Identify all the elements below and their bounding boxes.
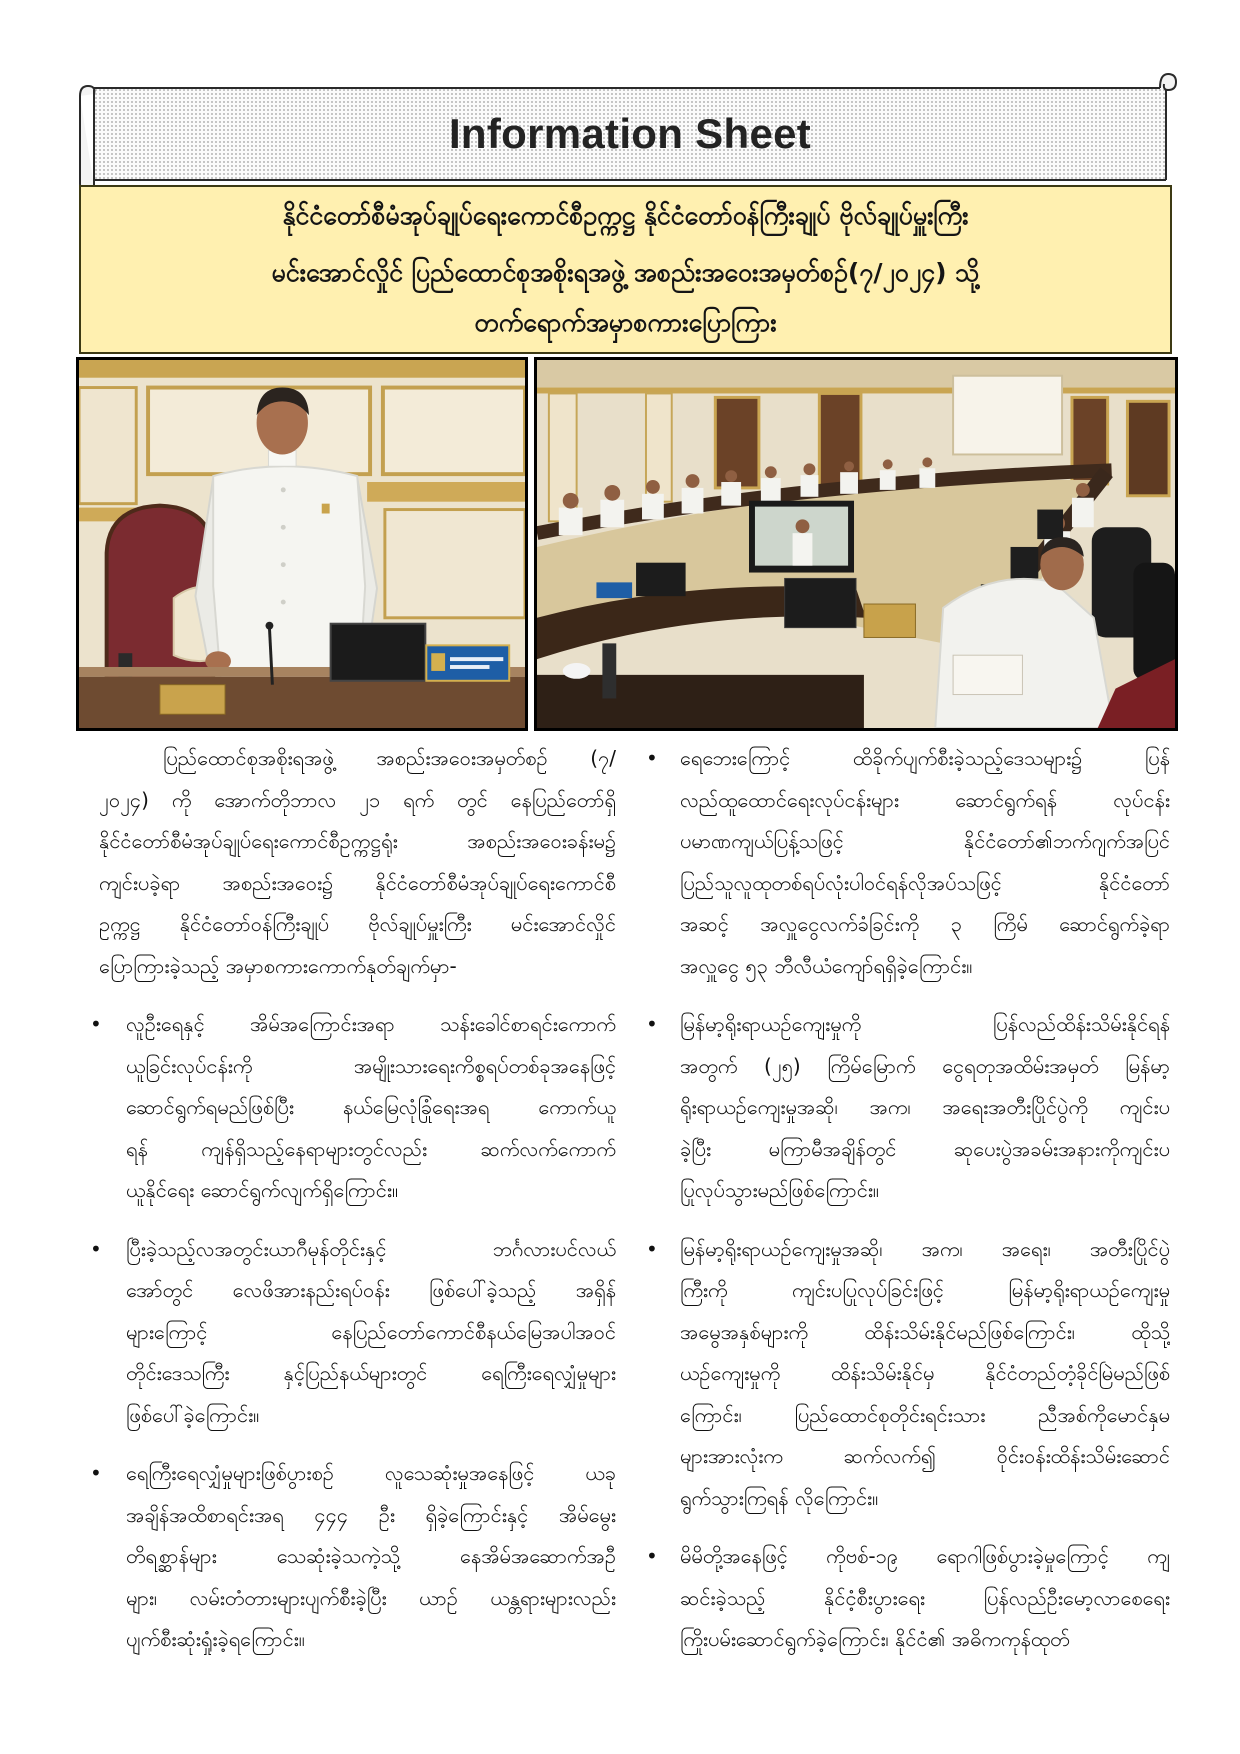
bullet-item xyxy=(646,738,1170,987)
text-line: ရန် ကျန်ရှိသည့်နေရာများတွင်လည်း ဆက်လက်ကောက် xyxy=(126,1136,616,1161)
bullet-point: • xyxy=(90,1236,102,1261)
nameplate-text-mark xyxy=(450,665,489,669)
nameplate-emblem xyxy=(431,653,445,671)
delegate xyxy=(761,478,781,502)
ornamental-box xyxy=(160,685,225,715)
text-line: များအားလုံးက ဆက်လက်၍ ဝိုင်းဝန်းထိန်းသိမ်းဆောင် xyxy=(680,1444,1170,1468)
text-line: ပြုလုပ်သွားမည်ဖြစ်ကြောင်း။ xyxy=(680,1178,879,1202)
text-line: မိမိတို့အနေဖြင့် ကိုဗစ်-၁၉ ရောဂါဖြစ်ပွားခဲ့မှုကြောင့် ကျ xyxy=(680,1544,1170,1568)
text-line: အလှူငွေ ၅၃ ဘီလီယံကျော်ရရှိခဲ့ကြောင်း။ xyxy=(680,953,973,978)
text-line: ပမာဏကျယ်ပြန့်သဖြင့် နိုင်ငံတော်၏ဘက်ဂျက်အပြင် xyxy=(680,829,1170,853)
delegate-head xyxy=(686,474,700,488)
headline-line: မင်းအောင်လှိုင် ပြည်ထောင်စုအစိုးရအဖွဲ့ အစည်းအဝေးအမှတ်စဉ်(၇/၂၀၂၄) သို့ xyxy=(271,258,980,287)
bullet-point: • xyxy=(646,746,658,770)
text-line: ရိုးရာယဉ်ကျေးမှုအဆို၊ အက၊ အရေးအတီးပြိုင်ပွဲကို ကျင်းပ xyxy=(680,1095,1170,1119)
text-line: ဆောင်ရွက်ရမည်ဖြစ်ပြီး နယ်မြေလုံခြုံရေးအရ ကောက်ယူ xyxy=(126,1095,616,1119)
text-line: ယူနိုင်ရေး ဆောင်ရွက်လျက်ရှိကြောင်း။ xyxy=(126,1178,399,1202)
text-line: ကြောင်း၊ ပြည်ထောင်စုတိုင်းရင်းသား ညီအစ်ကိုမောင်နှမ xyxy=(680,1402,1170,1427)
delegate-head xyxy=(765,466,777,478)
text-line: ပြည်ထောင်စုအစိုးရအဖွဲ့ အစည်းအဝေးအမှတ်စဉ် (၇/ xyxy=(163,746,616,770)
intro-paragraph xyxy=(90,738,616,987)
text-line: မြန်မာ့ရိုးရာယဉ်ကျေးမှုအဆို၊ အက၊ အရေး၊ အတီးပြိုင်ပွဲ xyxy=(680,1236,1170,1261)
bullet-item xyxy=(90,1453,616,1661)
bullet-item xyxy=(646,1229,1170,1520)
text-line: ယူခြင်းလုပ်ငန်းကို အမျိုးသားရေးကိစ္စရပ်တစ်ခုအနေဖြင့် xyxy=(126,1053,616,1078)
photo-meeting-hall xyxy=(534,357,1178,731)
text-line: ကျင်းပခဲ့ရာ အစည်းအဝေး၌ နိုင်ငံတော်စီမံအုပ်ချုပ်ရေးကောင်စီ xyxy=(99,870,616,895)
text-line: များ၊ လမ်းတံတားများပျက်စီးခဲ့ပြီး ယာဉ် ယန္တရားများလည်း xyxy=(126,1585,616,1610)
jacket-button xyxy=(281,525,286,530)
jacket-button xyxy=(281,487,286,492)
door xyxy=(1127,401,1169,495)
delegate xyxy=(721,482,741,506)
ceiling xyxy=(537,360,1175,388)
text-line: တိရစ္ဆာန်များ သေဆုံးခဲ့သကဲ့သို့ နေအိမ်အဆောက်အဦ xyxy=(126,1544,616,1568)
wall-panel xyxy=(383,388,525,475)
jacket-button xyxy=(281,600,286,605)
document-sheet xyxy=(953,655,1022,694)
bullet-point: • xyxy=(90,1012,102,1036)
text-line: ပြောကြားခဲ့သည့် အမှာစကားကောက်နုတ်ချက်မှာ- xyxy=(99,953,457,978)
gold-frieze xyxy=(367,482,525,502)
delegate-head xyxy=(604,485,620,501)
bottle xyxy=(602,643,616,698)
wall-panel xyxy=(79,388,136,504)
monitor xyxy=(331,624,426,681)
front-monitor xyxy=(785,578,856,627)
text-line: ကြီးကို ကျင်းပပြုလုပ်ခြင်းဖြင့် မြန်မာ့ရိုးရာယဉ်ကျေးမှု xyxy=(680,1278,1170,1302)
text-line: မြန်မာ့ရိုးရာယဉ်ကျေးမှုကို ပြန်လည်ထိန်းသိမ်းနိုင်ရန် xyxy=(680,1012,1170,1036)
text-line: ယဉ်ကျေးမှုကို ထိန်းသိမ်းနိုင်မှ နိုင်ငံတည်တံ့ခိုင်မြဲမည်ဖြစ် xyxy=(680,1361,1170,1385)
text-line: တိုင်းဒေသကြီး နှင့်ပြည်နယ်များတွင် ရေကြီးရေလျှံမှုများ xyxy=(126,1361,616,1385)
right-text-column xyxy=(646,738,1170,1678)
delegate xyxy=(600,500,624,528)
delegate xyxy=(801,475,819,497)
headline-line: တက်ရောက်အမှာစကားပြောကြား xyxy=(474,308,777,337)
delegate-head xyxy=(883,459,893,469)
nameplate xyxy=(596,582,632,598)
headline-box xyxy=(79,185,1172,354)
microphone-head xyxy=(265,622,273,630)
delegate xyxy=(642,494,664,520)
photo-meeting-hall-image xyxy=(537,360,1175,728)
desk xyxy=(79,677,525,728)
delegate-head xyxy=(563,493,579,509)
delegate-head xyxy=(844,461,854,471)
text-line: ခဲ့ပြီး မကြာမီအချိန်တွင် ဆုပေးပွဲအခမ်းအနားကိုကျင်းပ xyxy=(680,1136,1170,1161)
bullet-item xyxy=(646,1004,1170,1212)
left-text-column xyxy=(90,738,616,1678)
table-monitor xyxy=(1011,547,1039,578)
text-line: ပျက်စီးဆုံးရှုံးခဲ့ရကြောင်း။ xyxy=(126,1627,305,1651)
bullet-point: • xyxy=(646,1544,658,1568)
text-line: အဆင့် အလှူငွေလက်ခံခြင်းကို ၃ ကြိမ် ဆောင်ရွက်ခဲ့ရာ xyxy=(680,912,1170,936)
text-line: ဥက္ကဋ္ဌ နိုင်ငံတော်ဝန်ကြီးချုပ် ဗိုလ်ချုပ်မှူးကြီး မင်းအောင်လှိုင် xyxy=(99,912,616,936)
text-line: အတွက် (၂၅) ကြိမ်မြောက် ငွေရတုအထိမ်းအမှတ် မြန်မာ့ xyxy=(680,1053,1170,1078)
bullet-point: • xyxy=(646,1012,658,1036)
text-line: ရေဘေးကြောင့် ထိခိုက်ပျက်စီးခဲ့သည့်ဒေသများ၌ ပြန် xyxy=(680,746,1170,770)
delegate xyxy=(682,488,704,514)
delegate-head xyxy=(646,480,660,494)
text-line: အချိန်အထိစာရင်းအရ ၄၄၄ ဦး ရှိခဲ့ကြောင်းနှင့် အိမ်မွေး xyxy=(126,1502,616,1527)
delegate xyxy=(1072,498,1094,528)
front-table-edge xyxy=(537,675,864,728)
delegate-head xyxy=(1076,483,1090,497)
page-title: Information Sheet xyxy=(448,110,812,157)
text-line: ရွက်သွားကြရန် လိုကြောင်း။ xyxy=(680,1485,879,1510)
text-line: များကြောင့် နေပြည်တော်ကောင်စီနယ်မြေအပါအဝင် xyxy=(126,1319,616,1344)
delegate-head xyxy=(922,457,932,467)
text-line: လည်ထူထောင်ရေးလုပ်ငန်းများ ဆောင်ရွက်ရန် လုပ်ငန်း xyxy=(680,787,1170,812)
delegate xyxy=(840,472,858,494)
bullet-item xyxy=(90,1004,616,1212)
text-line: အမွေအနှစ်များကို ထိန်းသိမ်းနိုင်မည်ဖြစ်ကြောင်း၊ ထိုသို့ xyxy=(680,1319,1170,1344)
nameplate-text-mark xyxy=(450,657,503,661)
text-line: ပြည်သူလူထုတစ်ရပ်လုံးပါဝင်ရန်လိုအပ်သဖြင့် နိုင်ငံတော် xyxy=(680,870,1170,895)
text-line: ဖြစ်ပေါ်ခဲ့ကြောင်း။ xyxy=(126,1402,260,1427)
jacket-button xyxy=(281,562,286,567)
text-line: ရေကြီးရေလျှံမှုများဖြစ်ပွားစဉ် လူသေဆုံးမှုအနေဖြင့် ယခု xyxy=(126,1461,616,1485)
delegate xyxy=(919,468,935,488)
text-line: ပြီးခဲ့သည့်လအတွင်းယာဂီမုန်တိုင်းနှင့် ဘင်္ဂလားပင်လယ် xyxy=(126,1236,616,1261)
door xyxy=(715,397,759,488)
scroll-left-roll xyxy=(80,86,94,192)
table-monitor xyxy=(1037,510,1063,540)
photo-speaker-image xyxy=(79,360,525,728)
lapel-badge xyxy=(322,504,330,514)
bullet-item xyxy=(90,1229,616,1437)
headline-line: နိုင်ငံတော်စီမံအုပ်ချုပ်ရေးကောင်စီဥက္ကဋ္ဌ နိုင်ငံတော်ဝန်ကြီးချုပ် ဗိုလ်ချုပ်မှူးကြီး xyxy=(282,201,969,230)
wall-panel xyxy=(385,510,525,618)
bullet-point: • xyxy=(90,1461,102,1485)
text-line: ကြိုးပမ်းဆောင်ရွက်ခဲ့ကြောင်း၊ နိုင်ငံ၏ အဓိကကုန်ထုတ် xyxy=(680,1627,1070,1651)
delegate-head xyxy=(803,463,815,475)
bullet-point: • xyxy=(646,1236,658,1261)
laptop-monitor xyxy=(636,563,686,596)
delegate-head xyxy=(725,470,737,482)
delegate xyxy=(880,470,896,490)
video-screen-person-head xyxy=(796,519,810,533)
text-line: နိုင်ငံတော်စီမံအုပ်ချုပ်ရေးကောင်စီဥက္ကဋ္ဌရုံး အစည်းအဝေးခန်းမ၌ xyxy=(99,829,616,853)
projection-screen xyxy=(953,376,1062,455)
video-screen-person xyxy=(793,533,813,565)
text-line: ၂၀၂၄) ကို အောက်တိုဘာလ ၂၁ ရက် တွင် နေပြည်တော်ရှိ xyxy=(99,787,616,812)
delegate xyxy=(559,508,583,536)
text-line: လူဦးရေနှင့် အိမ်အကြောင်းအရာ သန်းခေါင်စာရင်းကောက် xyxy=(126,1012,616,1036)
text-line: အော်တွင် လေဖိအားနည်းရပ်ဝန်း ဖြစ်ပေါ်ခဲ့သည့် အရှိန် xyxy=(126,1278,616,1302)
photo-speaker xyxy=(76,357,528,731)
tissue-box xyxy=(864,604,916,637)
text-line: ဆင်းခဲ့သည့် နိုင်ငံ့စီးပွားရေး ပြန်လည်ဦးမော့လာစေရေး xyxy=(680,1585,1170,1610)
ceiling-frieze xyxy=(79,360,525,378)
bullet-item xyxy=(646,1536,1170,1661)
teacup xyxy=(563,663,591,679)
